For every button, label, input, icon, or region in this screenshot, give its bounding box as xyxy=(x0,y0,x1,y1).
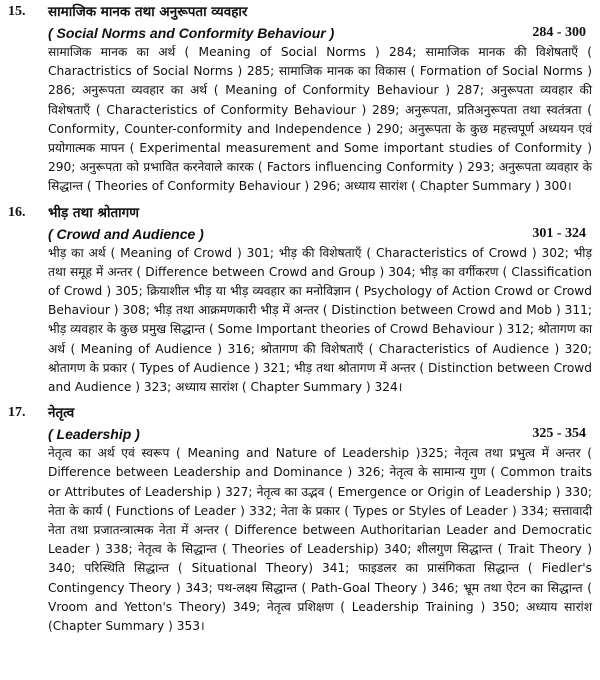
chapter-topics: सामाजिक मानक का अर्थ ( Meaning of Social Norms ) 284; सामाजिक मानक की विशेषताएँ ( Charactristics of Social Norms ) 285; सामाजिक मानक का विकास ( Formation of Social Norms ) 286; अनुरूपता व्यवहार का अर्थ ( Meaning of Conformity Behaviour ) 287; अनुरूपता व्यवहार की विशेषताएँ ( Characteristics of Conformity Behaviour ) 289; अनुरूपता, प्रतिअनुरूपता तथा स्वतंत्रता ( Conformity, Counter-conformity and Independence ) 290; अनुरूपता के कुछ महत्त्वपूर्ण अध्ययन एवं प्रयोगात्मक मापन ( Experimental measurement and Some important studies of Conformity ) 290; अनुरूपता को प्रभावित करनेवाले कारक ( Factors influencing Conformity ) 293; अनुरूपता व्यवहार के सिद्धान्त ( Theories of Conformity Behaviour ) 296; अध्याय सारांश ( Chapter Summary ) 300। xyxy=(48,45,592,194)
chapter-subtitle-row xyxy=(8,224,592,244)
chapter-page-range: 301 - 324 xyxy=(532,225,586,241)
chapter-16 xyxy=(8,203,592,398)
chapter-page-range: 284 - 300 xyxy=(532,25,586,40)
chapter-title: नेतृत्व xyxy=(48,405,75,422)
chapter-heading xyxy=(8,203,592,224)
chapter-subtitle: ( Crowd and Audience ) xyxy=(48,225,204,242)
chapter-heading xyxy=(8,403,592,424)
chapter-page-range: 325 - 354 xyxy=(532,426,586,442)
chapter-topics: नेतृत्व का अर्थ एवं स्वरूप ( Meaning and Nature of Leadership )325; नेतृत्व तथा प्रभुत्व में अन्तर ( Difference between Leadership and Dominance ) 326; नेतृत्व के सामान्य गुण ( Common traits or Attributes of Leadership ) 327; नेतृत्व का उद्भव ( Emergence or Origin of Leadership ) 330; नेता के कार्य ( Functions of Leader ) 332; नेता के प्रकार ( Types or Styles of Leader ) 334; सत्तावादी नेता तथा प्रजातन्त्रात्मक नेता में अन्तर ( Difference between Authoritarian Leader and Democratic Leader ) 338; नेतृत्व के सिद्धान्त ( Theories of Leadership) 340; शीलगुण सिद्धान्त ( Trait Theory ) 340; परिस्थिति सिद्धान्त ( Situational Theory) 341; फाइडलर का प्रासंगिकता सिद्धान्त ( Fiedler's Contingency Theory ) 343; पथ-लक्ष्य सिद्धान्त ( Path-Goal Theory ) 346; भ्रूम तथा ऐटन का सिद्धान्त ( Vroom and Yetton's Theory) 349; नेतृत्व प्रशिक्षण ( Leadership Training ) 350; अध्याय सारांश (Chapter Summary ) 353। xyxy=(48,446,592,634)
chapter-number: 16. xyxy=(8,204,26,220)
chapter-title: भीड़ तथा श्रोतागण xyxy=(48,204,140,221)
chapter-subtitle-row xyxy=(8,424,592,444)
chapter-number: 17. xyxy=(8,405,26,421)
chapter-subtitle: ( Social Norms and Conformity Behaviour ) xyxy=(48,25,335,41)
chapter-topics: भीड़ का अर्थ ( Meaning of Crowd ) 301; भीड़ की विशेषताएँ ( Characteristics of Crowd ) 302; भीड़ तथा समूह में अन्तर ( Difference between Crowd and Group ) 304; भीड़ का वर्गीकरण ( Classification of Crowd ) 305; क्रियाशील भीड़ या भीड़ व्यवहार का मनोविज्ञान ( Psychology of Action Crowd or Crowd Behaviour ) 308; भीड़ तथा आक्रमणकारी भीड़ में अन्तर ( Distinction between Crowd and Mob ) 311; भीड़ व्यवहार के कुछ प्रमुख सिद्धान्त ( Some Important theories of Crowd Behaviour ) 312; श्रोतागण का अर्थ ( Meaning of Audience ) 316; श्रोतागण की विशेषताएँ ( Characteristics of Audience ) 320; श्रोतागण के प्रकार ( Types of Audience ) 321; भीड़ तथा श्रोतागण में अन्तर ( Distinction between Crowd and Audience ) 323; अध्याय सारांश ( Chapter Summary ) 324। xyxy=(48,245,592,395)
chapter-subtitle-row xyxy=(8,23,592,43)
chapter-subtitle: ( Leadership ) xyxy=(48,426,140,443)
chapter-heading xyxy=(8,2,592,23)
chapter-number: 15. xyxy=(8,4,26,19)
chapter-17 xyxy=(8,403,592,636)
chapter-title: सामाजिक मानक तथा अनुरूपता व्यवहार xyxy=(48,4,248,20)
chapter-15 xyxy=(8,2,592,197)
